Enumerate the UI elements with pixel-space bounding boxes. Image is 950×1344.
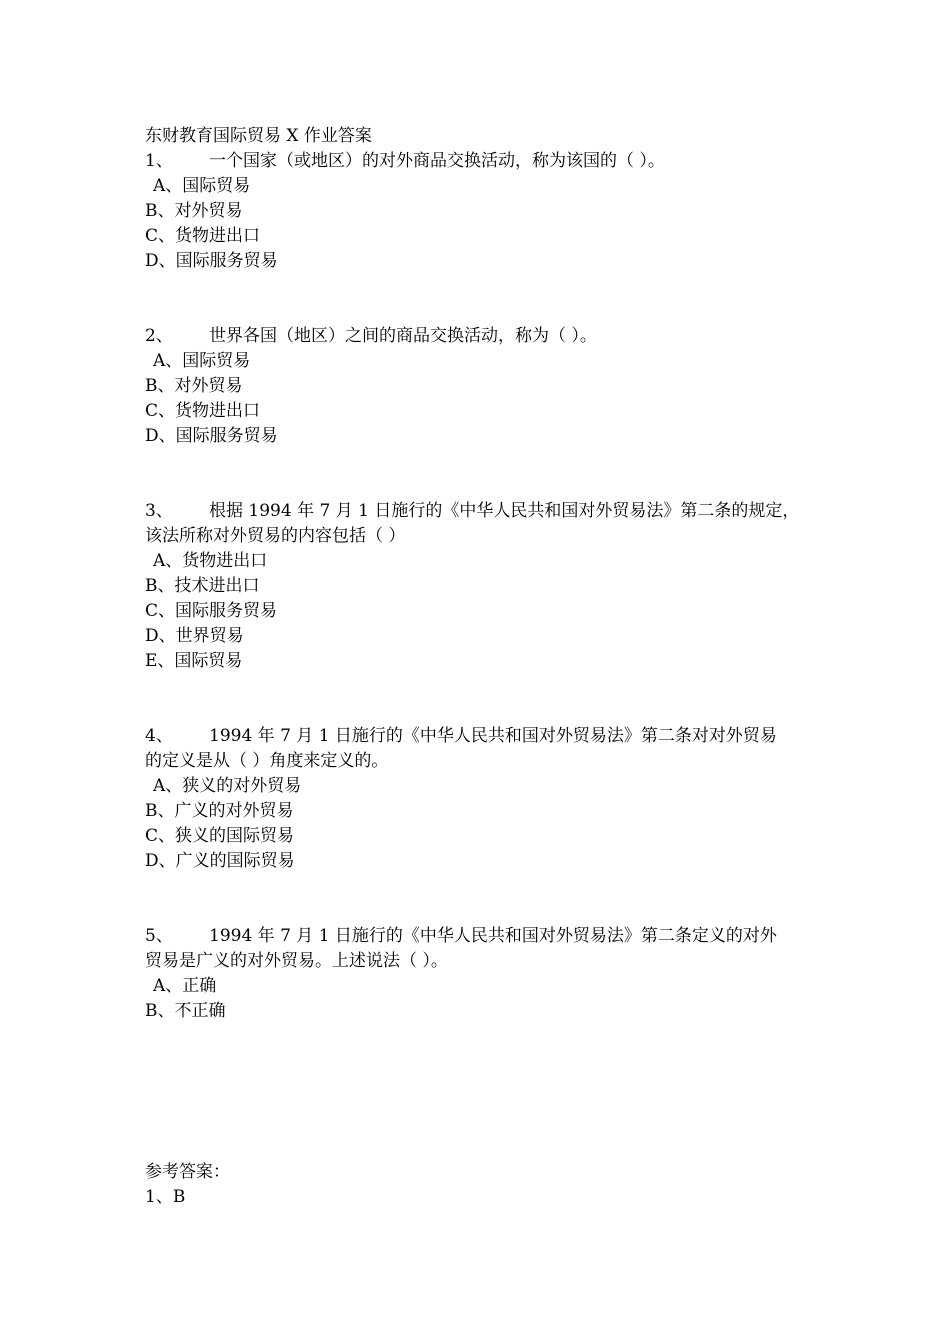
answers-section	[145, 1160, 835, 1210]
option-e: E、国际贸易	[145, 651, 243, 671]
question-number: 1、	[145, 151, 173, 171]
option-c: C、国际服务贸易	[145, 601, 278, 621]
question-5	[145, 924, 835, 1024]
spacer	[145, 674, 835, 724]
question-stem	[145, 924, 835, 949]
option-d: D、国际服务贸易	[145, 426, 278, 446]
option-b: B、不正确	[145, 1001, 226, 1021]
question-number: 2、	[145, 326, 173, 346]
answer-item: 1、B	[145, 1187, 186, 1207]
option-a: A、国际贸易	[153, 351, 251, 371]
question-text-continued: 该法所称对外贸易的内容包括（ ）	[145, 526, 406, 546]
question-text-continued: 的定义是从（ ）角度来定义的。	[145, 751, 389, 771]
answers-label: 参考答案：	[145, 1162, 230, 1182]
option-b: B、对外贸易	[145, 376, 243, 396]
document-page	[145, 124, 835, 1210]
question-text: 1994 年 7 月 1 日施行的《中华人民共和国对外贸易法》第二条定义的对外	[209, 926, 777, 946]
question-1	[145, 149, 835, 274]
question-stem	[145, 324, 835, 349]
option-a: A、狭义的对外贸易	[153, 776, 302, 796]
spacer	[145, 874, 835, 924]
option-b: B、技术进出口	[145, 576, 260, 596]
option-a: A、正确	[153, 976, 217, 996]
question-stem	[145, 149, 835, 174]
question-text: 根据 1994 年 7 月 1 日施行的《中华人民共和国对外贸易法》第二条的规定，	[209, 501, 800, 521]
option-d: D、国际服务贸易	[145, 251, 278, 271]
question-stem	[145, 724, 835, 749]
spacer	[145, 274, 835, 324]
option-a: A、货物进出口	[153, 551, 268, 571]
question-number: 5、	[145, 926, 173, 946]
spacer	[145, 1024, 835, 1160]
question-4	[145, 724, 835, 874]
question-2	[145, 324, 835, 449]
question-text-continued: 贸易是广义的对外贸易。上述说法（ ）。	[145, 951, 448, 971]
option-d: D、广义的国际贸易	[145, 851, 295, 871]
option-a: A、国际贸易	[153, 176, 251, 196]
option-c: C、货物进出口	[145, 226, 261, 246]
question-number: 4、	[145, 726, 173, 746]
option-d: D、世界贸易	[145, 626, 244, 646]
option-b: B、对外贸易	[145, 201, 243, 221]
spacer	[145, 449, 835, 499]
question-text: 世界各国（地区）之间的商品交换活动，称为（ ）。	[209, 326, 597, 346]
question-text: 一个国家（或地区）的对外商品交换活动，称为该国的（ ）。	[209, 151, 665, 171]
question-3	[145, 499, 835, 674]
option-c: C、货物进出口	[145, 401, 261, 421]
option-b: B、广义的对外贸易	[145, 801, 294, 821]
document-title: 东财教育国际贸易 X 作业答案	[145, 126, 372, 146]
question-number: 3、	[145, 501, 173, 521]
option-c: C、狭义的国际贸易	[145, 826, 295, 846]
question-text: 1994 年 7 月 1 日施行的《中华人民共和国对外贸易法》第二条对对外贸易	[209, 726, 777, 746]
question-stem	[145, 499, 835, 524]
